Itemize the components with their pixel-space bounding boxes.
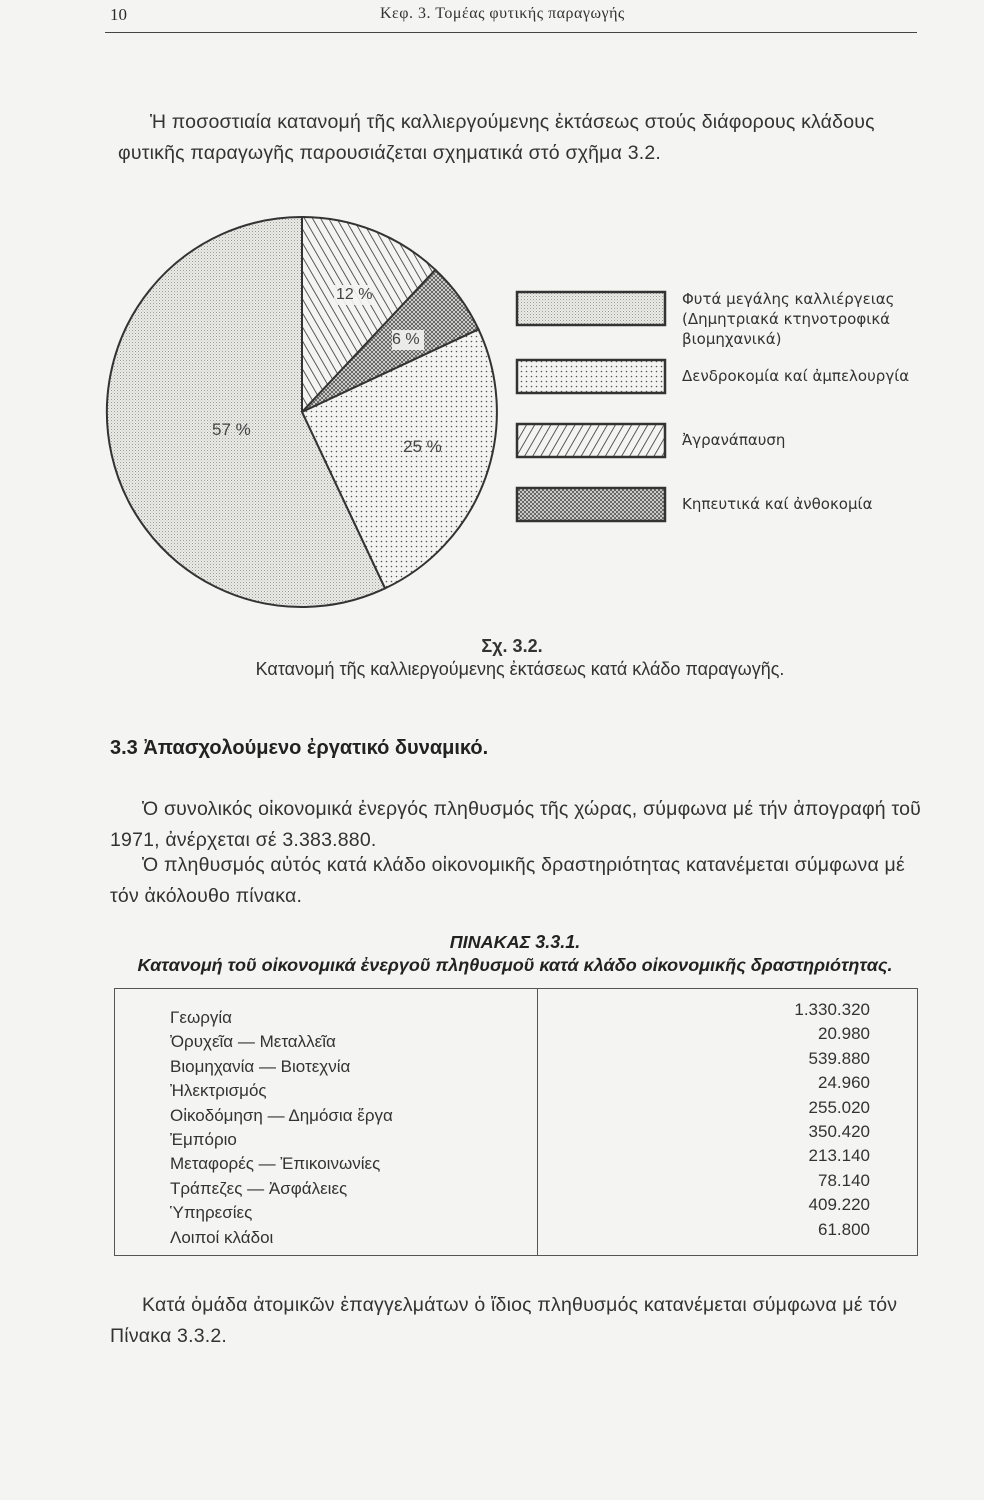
- table-row-value: 539.880: [808, 1048, 870, 1068]
- legend-line: (Δημητριακά κτηνοτροφικά: [682, 310, 891, 328]
- table-row-sector: Μεταφορές — Ἐπικοινωνίες: [170, 1154, 381, 1174]
- legend-item-kipeftika: Κηπευτικά καί ἀνθοκομία: [682, 495, 873, 513]
- table-value-column: [700, 998, 870, 1242]
- table-row-value: 20.980: [818, 1024, 870, 1044]
- legend-swatch-cross: [517, 488, 665, 521]
- table-row-sector: Γεωργία: [170, 1008, 232, 1027]
- legend-swatch-stipple: [517, 292, 665, 325]
- label-6-percent: 6 %: [392, 331, 420, 348]
- label-12-percent: 12 %: [336, 286, 373, 303]
- legend-swatches: [515, 290, 675, 525]
- table-row-value: 61.800: [818, 1219, 870, 1239]
- table-title: Κατανομή τοῦ οἰκονομικά ἐνεργοῦ πληθυσμοῦ κατά κλάδο οἰκονομικῆς δραστηριότητας.: [137, 955, 893, 975]
- section-paragraph-2: Ὁ πληθυσμός αὐτός κατά κλάδο οἰκονομικῆς δραστηριότητας κατανέμεται σύμφωνα μέ τόν ἀκόλουθο πίνακα.: [110, 854, 905, 907]
- table-row-sector: Ὀρυχεῖα — Μεταλλεῖα: [170, 1032, 336, 1052]
- header-rule: [105, 32, 917, 33]
- table-row-sector: Τράπεζες — Ἀσφάλειες: [170, 1178, 348, 1198]
- table-row-value: 24.960: [818, 1073, 870, 1093]
- table-row-value: 213.140: [808, 1146, 870, 1166]
- legend-item-dendrokomia: Δενδροκομία καί ἀμπελουργία: [682, 367, 910, 385]
- table-row-value: 255.020: [808, 1097, 870, 1117]
- label-57-percent: 57 %: [212, 420, 251, 439]
- table-row-sector: Οἰκοδόμηση — Δημόσια ἔργα: [170, 1105, 393, 1125]
- closing-paragraph: Κατά ὁμάδα ἀτομικῶν ἐπαγγελμάτων ὁ ἴδιος πληθυσμός κατανέμεται σύμφωνα μέ τόν Πίνακα 3.3.2.: [110, 1294, 898, 1347]
- table-row-sector: Ὑπηρεσίες: [170, 1203, 253, 1223]
- section-heading: 3.3 Ἀπασχολούμενο ἐργατικό δυναμικό.: [110, 737, 489, 759]
- legend-line: Φυτά μεγάλης καλλιέργειας: [682, 290, 895, 308]
- figure-caption: Κατανομή τῆς καλλιεργούμενης ἐκτάσεως κατά κλάδο παραγωγῆς.: [255, 659, 785, 679]
- legend-item-fyta: [682, 289, 894, 349]
- table-row-value: 409.220: [808, 1195, 870, 1215]
- intro-paragraph: Ἡ ποσοστιαία κατανομή τῆς καλλιεργούμενης ἐκτάσεως στούς διάφορους κλάδους φυτικῆς παραγωγῆς παρουσιάζεται σχηματικά στό σχῆμα 3.2.: [118, 111, 875, 164]
- table-row-sector: Ἠλεκτρισμός: [170, 1081, 267, 1101]
- label-25-percent: 25 %: [403, 437, 442, 456]
- table-label: ΠΙΝΑΚΑΣ 3.3.1.: [449, 932, 581, 952]
- section-paragraph-1: Ὁ συνολικός οἰκονομικά ἐνεργός πληθυσμός τῆς χώρας, σύμφωνα μέ τήν ἀπογραφή τοῦ 1971, ἀνέρχεται σέ 3.383.880.: [110, 798, 922, 851]
- pie-chart: [100, 212, 510, 617]
- legend-swatch-dots: [517, 360, 665, 393]
- table-sector-column: [170, 1006, 530, 1250]
- table-row-sector: Ἐμπόριο: [170, 1130, 237, 1150]
- table-row-value: 78.140: [818, 1170, 870, 1190]
- table-column-divider: [537, 988, 538, 1256]
- running-title: Κεφ. 3. Τομέας φυτικής παραγωγής: [380, 5, 625, 22]
- page-number: 10: [110, 5, 127, 24]
- legend-line: βιομηχανικά): [682, 330, 782, 348]
- table-row-value: 1.330.320: [794, 1000, 870, 1019]
- table-row-value: 350.420: [808, 1122, 870, 1142]
- legend-item-agranapausi: Ἀγρανάπαυση: [682, 431, 786, 449]
- table-row-sector: Λοιποί κλάδοι: [170, 1227, 274, 1247]
- legend-swatch-hatch: [517, 424, 665, 457]
- figure-number: Σχ. 3.2.: [481, 636, 543, 656]
- table-row-sector: Βιομηχανία — Βιοτεχνία: [170, 1056, 351, 1076]
